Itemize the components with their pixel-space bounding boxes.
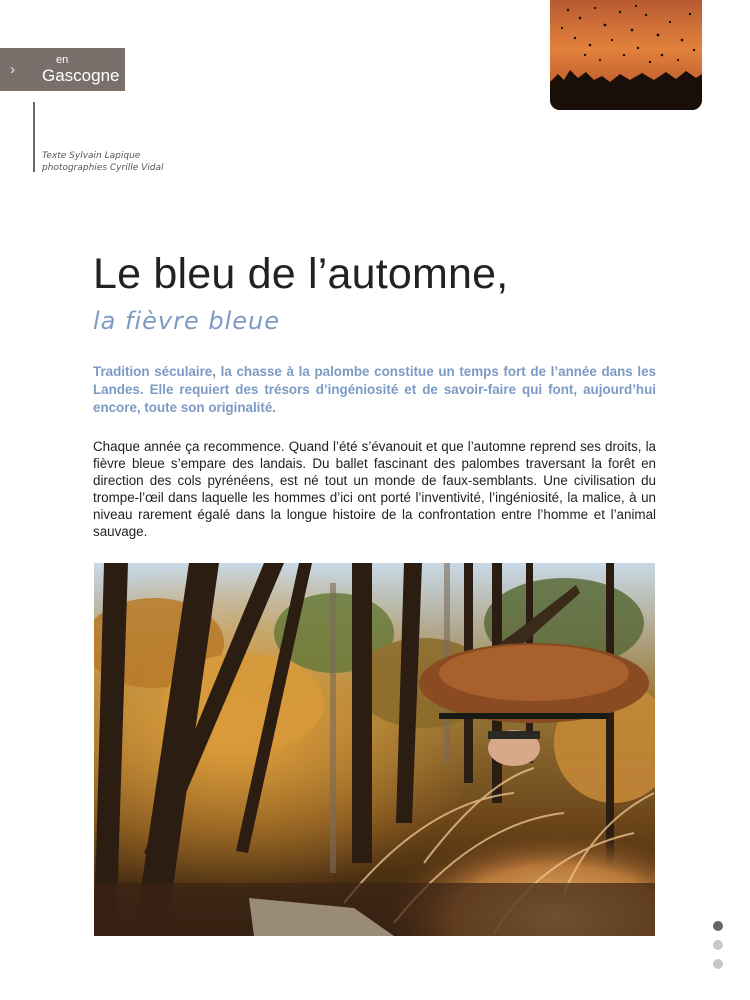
chevron-right-icon: › [10,61,15,78]
article-body: Chaque année ça recommence. Quand l’été s’évanouit et que l’automne reprend ses droits, la fièvre bleue s’empare des landais. Du ballet fascinant des palombes traversant la forêt en direction des cols pyrénéens, est né tout un monde de faux-semblants. Une civilisation du trompe-l’œil dans laquelle les hommes d’ici ont porté l’inventivité, l’ingéniosité, la malice, à un niveau rarement égalé dans la longue histoire de la confrontation entre l’homme et l’animal sauvage. [93,439,656,539]
section-tag[interactable] [0,48,125,91]
page-dot[interactable] [713,921,723,931]
credits [42,150,164,174]
hunter-photo [94,563,655,936]
credits-photos: photographies Cyrille Vidal [42,163,164,173]
article-title: Le bleu de l’automne, [93,250,509,298]
page-dot[interactable] [713,959,723,969]
article-subtitle: la fièvre bleue [93,307,280,335]
credits-text: Texte Sylvain Lapique [42,151,141,161]
credits-divider [33,102,35,172]
section-name: Gascogne [42,66,120,85]
pagination[interactable] [713,921,725,978]
page-dot[interactable] [713,940,723,950]
sunset-thumbnail[interactable] [550,0,702,110]
article-lead: Tradition séculaire, la chasse à la palombe constitue un temps fort de l’année dans les Landes. Elle requiert des trésors d’ingéniosité et de savoir-faire qui font, aujourd’hui encore, toute son originalité. [93,364,656,415]
section-prefix: en [56,54,69,66]
